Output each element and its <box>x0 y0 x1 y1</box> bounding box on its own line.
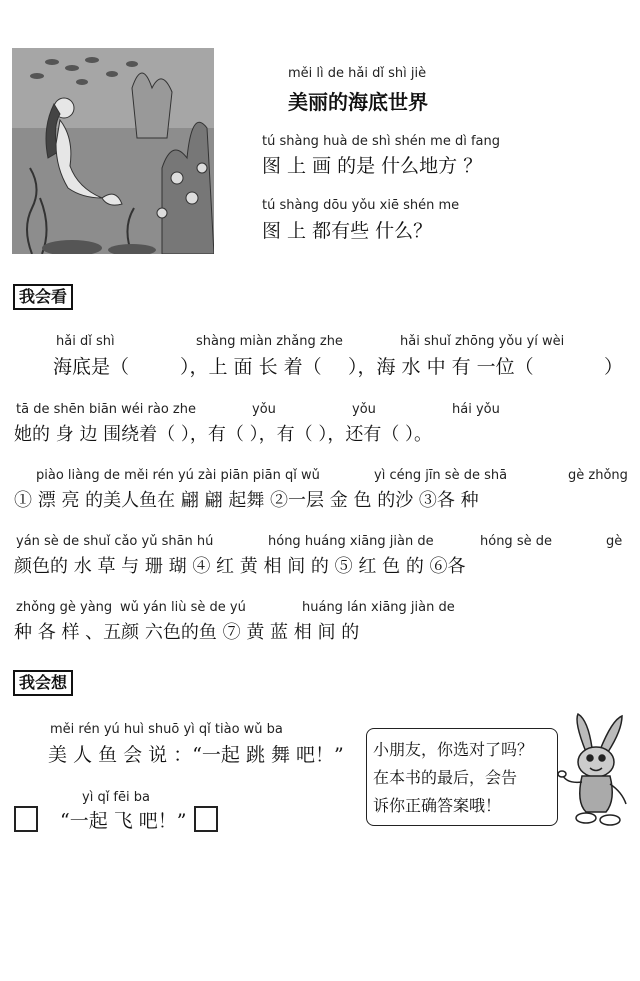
fill-1-c: ），海 水 中 有 一位（ <box>348 356 534 378</box>
rabbit-mascot <box>556 712 634 832</box>
think-1-pinyin: měi rén yú huì shuō yì qǐ tiào wǔ ba <box>50 722 283 737</box>
option-row-3-pinyin-a: zhǒng gè yàng <box>16 600 113 615</box>
question-2: 图 上 都有些 什么？ <box>262 220 433 242</box>
fill-2-pinyin-a: tā de shēn biān wéi rào zhe <box>16 402 196 417</box>
speech-bubble <box>366 728 558 826</box>
question-1-pinyin: tú shàng huà de shì shén me dì fang <box>262 134 500 149</box>
section-label-think: 我会想 <box>13 670 73 696</box>
think-2: “一起 飞 吧！” <box>60 810 187 832</box>
fill-1-b: ），上 面 长 着（ <box>180 356 322 378</box>
think-2-pinyin: yì qǐ fēi ba <box>82 790 150 805</box>
option-row-3: 种 各 样 、五颜 六色的鱼 ⑦ 黄 蓝 相 间 的 <box>14 622 360 643</box>
option-row-2-pinyin-b: hóng huáng xiāng jiàn de <box>268 534 434 549</box>
option-row-2-pinyin-a: yán sè de shuǐ cǎo yǔ shān hú <box>16 534 214 549</box>
bubble-line-2: 在本书的最后，会告 <box>373 768 518 787</box>
fill-1-pinyin-c: hǎi shuǐ zhōng yǒu yí wèi <box>400 334 565 349</box>
question-2-pinyin: tú shàng dōu yǒu xiē shén me <box>262 198 460 213</box>
option-row-2-pinyin-c: hóng sè de <box>480 534 552 549</box>
think-1: 美 人 鱼 会 说 ：“一起 跳 舞 吧！” <box>48 744 344 766</box>
fill-2-pinyin-c: yǒu <box>352 402 376 417</box>
option-row-1-pinyin-b: yì céng jīn sè de shā <box>374 468 508 483</box>
answer-checkbox-2[interactable] <box>194 806 218 832</box>
question-1: 图 上 画 的是 什么地方 ？ <box>262 155 483 177</box>
fill-1-a: 海底是（ <box>53 356 130 378</box>
option-row-3-pinyin-c: huáng lán xiāng jiàn de <box>302 600 455 615</box>
option-row-1-pinyin-a: piào liàng de měi rén yú zài piān piān qǐ wǔ <box>36 468 320 483</box>
section-label-look: 我会看 <box>13 284 73 310</box>
title-pinyin: měi lì de hǎi dǐ shì jiè <box>288 66 427 81</box>
option-row-1: ① 漂 亮 的美人鱼在 翩 翩 起舞 ②一层 金 色 的沙 ③各 种 <box>14 490 479 511</box>
fill-1-pinyin-b: shàng miàn zhǎng zhe <box>196 334 343 349</box>
option-row-1-pinyin-c: gè zhǒng <box>568 468 628 483</box>
underwater-illustration <box>12 48 214 254</box>
option-row-2-pinyin-d: gè <box>606 534 623 549</box>
answer-checkbox-1[interactable] <box>14 806 38 832</box>
fill-2-pinyin-d: hái yǒu <box>452 402 500 417</box>
fill-2-pinyin-b: yǒu <box>252 402 276 417</box>
fill-2: 她的 身 边 围绕着（ ），有（ ），有（ ），还有（ ）。 <box>14 424 433 445</box>
option-row-3-pinyin-b: wǔ yán liù sè de yú <box>120 600 246 615</box>
bubble-line-3: 诉你正确答案哦！ <box>373 796 502 815</box>
bubble-line-1: 小朋友，你选对了吗？ <box>373 740 534 759</box>
fill-1-pinyin-a: hǎi dǐ shì <box>56 334 115 349</box>
page-title: 美丽的海底世界 <box>288 90 428 114</box>
fill-1-d: ） <box>604 356 624 378</box>
option-row-2: 颜色的 水 草 与 珊 瑚 ④ 红 黄 相 间 的 ⑤ 红 色 的 ⑥各 <box>14 556 466 577</box>
